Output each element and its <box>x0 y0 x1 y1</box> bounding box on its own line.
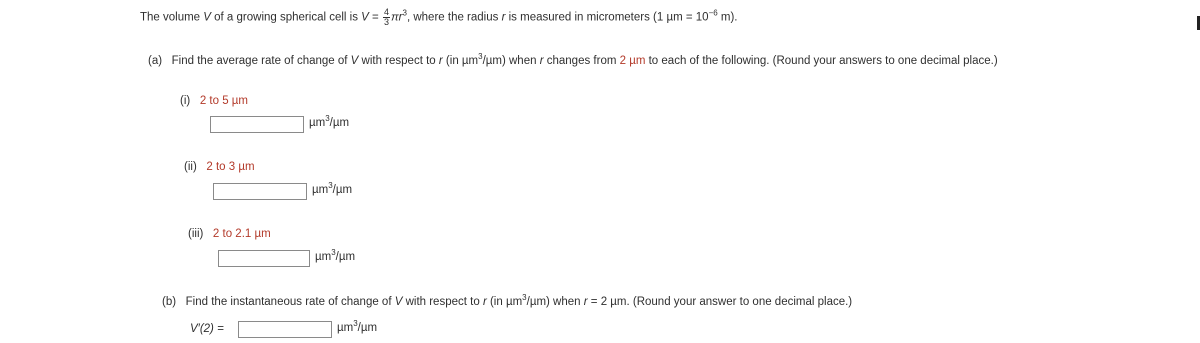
subpart-range: 2 to 2.1 µm <box>212 228 271 240</box>
fraction-numerator: 4 <box>383 7 389 17</box>
answer-input-iii[interactable] <box>218 250 310 267</box>
subpart-ii-label <box>184 161 255 173</box>
unit-tail: /µm <box>335 251 356 263</box>
question-text: with respect to <box>402 296 483 308</box>
equals-sign: = <box>368 11 382 24</box>
unit-tail: /µm <box>357 322 378 334</box>
part-b-label: (b) <box>162 296 177 308</box>
intro-text: is measured in micrometers (1 µm = 10 <box>505 11 709 24</box>
answer-input-i[interactable] <box>210 116 304 133</box>
subpart-range: 2 to 5 µm <box>199 95 248 107</box>
intro-text: , where the radius <box>406 11 502 24</box>
unit-label-ii <box>312 181 353 196</box>
intro-text: m). <box>717 11 738 24</box>
subpart-iii-label <box>188 228 271 240</box>
subpart-range: 2 to 3 µm <box>206 161 255 173</box>
part-b-question <box>162 293 853 308</box>
highlight-value: 2 µm <box>619 55 646 67</box>
question-text: /µm) when <box>526 296 584 308</box>
var-r: r <box>501 11 506 24</box>
derivative-lhs: V′(2) = <box>190 323 224 335</box>
var-r: r <box>438 55 443 67</box>
question-text: with respect to <box>358 55 439 67</box>
problem-statement <box>140 8 738 27</box>
unit-label-b <box>337 319 378 334</box>
unit-label-i <box>309 114 350 129</box>
intro-text: The volume <box>140 11 204 24</box>
subpart-number: (iii) <box>188 228 204 240</box>
unit-label-iii <box>315 248 356 263</box>
exponent: −6 <box>708 8 718 18</box>
question-text: Find the average rate of change of <box>171 55 351 67</box>
question-text: Find the instantaneous rate of change of <box>185 296 395 308</box>
unit-base: µm <box>337 322 354 334</box>
unit-base: µm <box>309 117 326 129</box>
question-text: (in µm <box>442 55 479 67</box>
question-text: (in µm <box>486 296 523 308</box>
var-r: r <box>482 296 487 308</box>
intro-text: of a growing spherical cell is <box>210 11 362 24</box>
unit-tail: /µm <box>332 184 353 196</box>
var-r: r <box>539 55 544 67</box>
question-text: to each of the following. (Round your answers to one decimal place.) <box>645 55 998 67</box>
subpart-i-label <box>180 95 248 107</box>
part-a-question <box>148 52 998 67</box>
unit-exponent: 3 <box>328 181 333 191</box>
exponent: 3 <box>522 293 527 303</box>
unit-tail: /µm <box>329 117 350 129</box>
subpart-number: (i) <box>180 95 191 107</box>
exponent: 3 <box>402 8 407 18</box>
var-v: V <box>203 11 211 24</box>
var-v: V <box>361 11 369 24</box>
question-text: = 2 µm. (Round your answer to one decimal place.) <box>587 296 853 308</box>
question-text: changes from <box>543 55 620 67</box>
exponent: 3 <box>478 52 483 62</box>
pi-r: πr <box>390 11 403 24</box>
unit-exponent: 3 <box>353 319 358 329</box>
unit-exponent: 3 <box>331 248 336 258</box>
fraction-four-thirds <box>383 8 390 27</box>
question-text: /µm) when <box>482 55 540 67</box>
unit-exponent: 3 <box>325 114 330 124</box>
subpart-number: (ii) <box>184 161 197 173</box>
var-v: V <box>394 296 403 308</box>
unit-base: µm <box>315 251 332 263</box>
answer-input-b[interactable] <box>238 321 332 338</box>
part-a-label: (a) <box>148 55 163 67</box>
fraction-denominator: 3 <box>383 17 389 27</box>
unit-base: µm <box>312 184 329 196</box>
var-v: V <box>350 55 359 67</box>
answer-input-ii[interactable] <box>213 183 307 200</box>
var-r: r <box>583 296 588 308</box>
